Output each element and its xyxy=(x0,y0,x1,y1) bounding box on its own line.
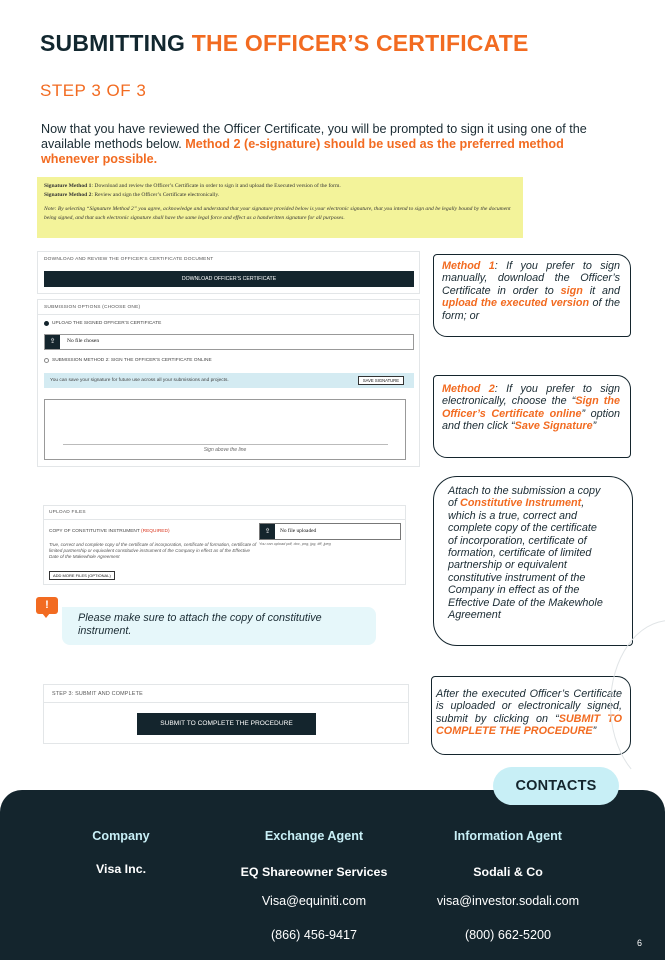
add-more-files-button[interactable]: ADD MORE FILES (OPTIONAL) xyxy=(49,571,115,580)
step-label: STEP 3 OF 3 xyxy=(40,81,147,100)
method-1-label: Signature Method 1 xyxy=(44,183,92,189)
signature-pad[interactable] xyxy=(44,399,406,460)
download-certificate-button[interactable]: DOWNLOAD OFFICER’S CERTIFICATE xyxy=(44,271,414,287)
divider xyxy=(44,702,408,703)
callout-1-f: of the form; or xyxy=(442,297,620,322)
divider xyxy=(38,314,419,315)
callout-3-b: Constitutive Instrument xyxy=(460,497,582,510)
submit-procedure-button[interactable]: SUBMIT TO COMPLETE THE PROCEDURE xyxy=(137,713,316,735)
signature-caption: Sign above the line xyxy=(203,447,247,453)
callout-2-f: ” xyxy=(592,420,597,433)
divider xyxy=(44,519,405,520)
callout-1-b: : If you prefer to sign manually, download the Officer’s Certificate in order to xyxy=(442,260,620,297)
callout-4-b: SUBMIT TO COMPLETE THE PROCEDURE xyxy=(436,712,622,738)
save-signature-text: You can save your signature for future use across all your submissions and projects. xyxy=(50,378,229,383)
intro-text: Now that you have reviewed the Officer Certificate, you will be prompted to sign it using one of the available methods below. xyxy=(41,122,587,151)
radio-selected-icon[interactable] xyxy=(44,321,49,326)
intro-paragraph xyxy=(41,122,601,167)
callout-2-e: Save Signature xyxy=(514,420,593,433)
callout-2-a: Method 2 xyxy=(442,383,495,395)
method-1-text: : Download and review the Officer’s Certificate in order to sign it and upload the Executed version of the form. xyxy=(91,183,341,189)
callout-constitutive-instrument xyxy=(433,476,633,646)
contacts-badge: CONTACTS xyxy=(493,767,619,805)
callout-method-2 xyxy=(433,375,631,458)
file-status: No file chosen xyxy=(67,338,100,344)
upload-icon[interactable]: ⇪ xyxy=(45,335,60,349)
submission-options-header: SUBMISSION OPTIONS (CHOOSE ONE) xyxy=(44,305,141,310)
company-heading: Company xyxy=(92,829,150,843)
constitutive-instrument-description: True, correct and complete copy of the certificate of incorporation, certificate of formation, certificate of limited partnership or equivalent constitutive instrument of the Company in effect as of the Effective Date of the Makewhole Agreement xyxy=(49,542,257,560)
e-signature-note: Note: By selecting “Signature Method 2” you agree, acknowledge and understand that your signature provided below is your electronic signature, that you intend to sign and be legally bound by the document being signed, and that such electronic signature shall have the same legal force and effect as a handwritten signature for all purposes. xyxy=(44,206,511,221)
download-panel xyxy=(37,251,420,294)
copy-label-text: COPY OF CONSTITUTIVE INSTRUMENT xyxy=(49,529,142,534)
callout-method-1 xyxy=(433,254,631,337)
information-agent-email[interactable]: visa@investor.sodali.com xyxy=(436,894,580,908)
submit-complete-header: STEP 3: SUBMIT AND COMPLETE xyxy=(52,691,143,697)
option-sign-online[interactable] xyxy=(44,358,212,363)
option-upload-label: UPLOAD THE SIGNED OFFICER’S CERTIFICATE xyxy=(52,321,162,326)
callout-1-c: sign xyxy=(560,284,583,297)
upload-files-panel xyxy=(43,505,406,585)
alert-icon-tail xyxy=(42,613,50,618)
callout-submit xyxy=(431,676,631,755)
title-part-dark: SUBMITTING xyxy=(40,30,192,56)
company-name: Visa Inc. xyxy=(95,862,147,876)
exchange-agent-email[interactable]: Visa@equiniti.com xyxy=(261,894,367,908)
option-upload-signed[interactable] xyxy=(44,321,161,326)
callout-1-e: upload the executed version xyxy=(442,297,590,310)
save-signature-bar xyxy=(44,373,414,388)
upload-files-header: UPLOAD FILES xyxy=(49,510,86,515)
upload-icon[interactable]: ⇪ xyxy=(260,524,275,539)
save-signature-button[interactable]: SAVE SIGNATURE xyxy=(358,376,404,385)
allowed-file-types: You can upload pdf, doc, png, jpg, tiff, jpeg xyxy=(259,542,331,546)
page-title xyxy=(40,30,529,57)
page-number: 6 xyxy=(637,938,643,948)
required-badge: (REQUIRED) xyxy=(141,529,170,534)
alert-message: Please make sure to attach the copy of constitutive instrument. xyxy=(62,607,376,645)
submit-complete-panel xyxy=(43,684,409,744)
title-part-accent: THE OFFICER’S CERTIFICATE xyxy=(191,30,529,56)
file-upload-field[interactable] xyxy=(259,523,401,540)
method-1-line xyxy=(44,182,516,191)
callout-3-c: , which is a true, correct and complete copy of the certificate of incorporation, certificate of formation, certificate of limited partnership or equivalent constitutive instrument of the Company in effect as of the Effective Date of the Makewhole Agreement xyxy=(448,497,603,622)
callout-2-c: Sign the Officer’s Certificate online xyxy=(442,395,620,420)
exchange-agent-phone: (866) 456-9417 xyxy=(270,928,358,942)
file-chooser[interactable] xyxy=(44,334,414,350)
intro-highlight: Method 2 (e-signature) should be used as the preferred method whenever possible. xyxy=(41,137,564,166)
exchange-agent-name: EQ Shareowner Services xyxy=(240,865,388,879)
constitutive-instrument-label xyxy=(49,529,170,534)
callout-4-c: ” xyxy=(592,725,597,738)
callout-3-a: Attach to the submission a copy of xyxy=(448,485,601,510)
submission-options-panel xyxy=(37,299,420,467)
download-panel-header: DOWNLOAD AND REVIEW THE OFFICER’S CERTIFICATE DOCUMENT xyxy=(44,257,214,262)
information-agent-heading: Information Agent xyxy=(454,829,562,843)
signature-methods-note xyxy=(37,177,523,238)
method-2-label: Signature Method 2 xyxy=(44,191,92,198)
method-2-text: : Review and sign the Officer’s Certificate electronically. xyxy=(91,191,220,198)
information-agent-name: Sodali & Co xyxy=(473,865,543,879)
callout-2-d: ” option and then click “ xyxy=(442,407,620,433)
callout-1-a: Method 1 xyxy=(442,260,495,272)
radio-unselected-icon[interactable] xyxy=(44,358,49,363)
exclamation-icon: ! xyxy=(36,597,58,614)
callout-4-a: After the executed Officer’s Certificate is uploaded or electronically signed, submit by clicking on “ xyxy=(436,688,622,725)
signature-line xyxy=(63,444,388,445)
option-sign-online-label: SUBMISSION METHOD 2: SIGN THE OFFICER’S CERTIFICATE ONLINE xyxy=(52,358,212,363)
file-upload-status: No file uploaded xyxy=(280,528,317,534)
method-2-line xyxy=(44,191,516,200)
exchange-agent-heading: Exchange Agent xyxy=(264,829,364,843)
information-agent-phone: (800) 662-5200 xyxy=(464,928,552,942)
callout-2-b: : If you prefer to sign electronically, choose the “ xyxy=(442,383,620,408)
callout-1-d: it and xyxy=(582,284,620,297)
